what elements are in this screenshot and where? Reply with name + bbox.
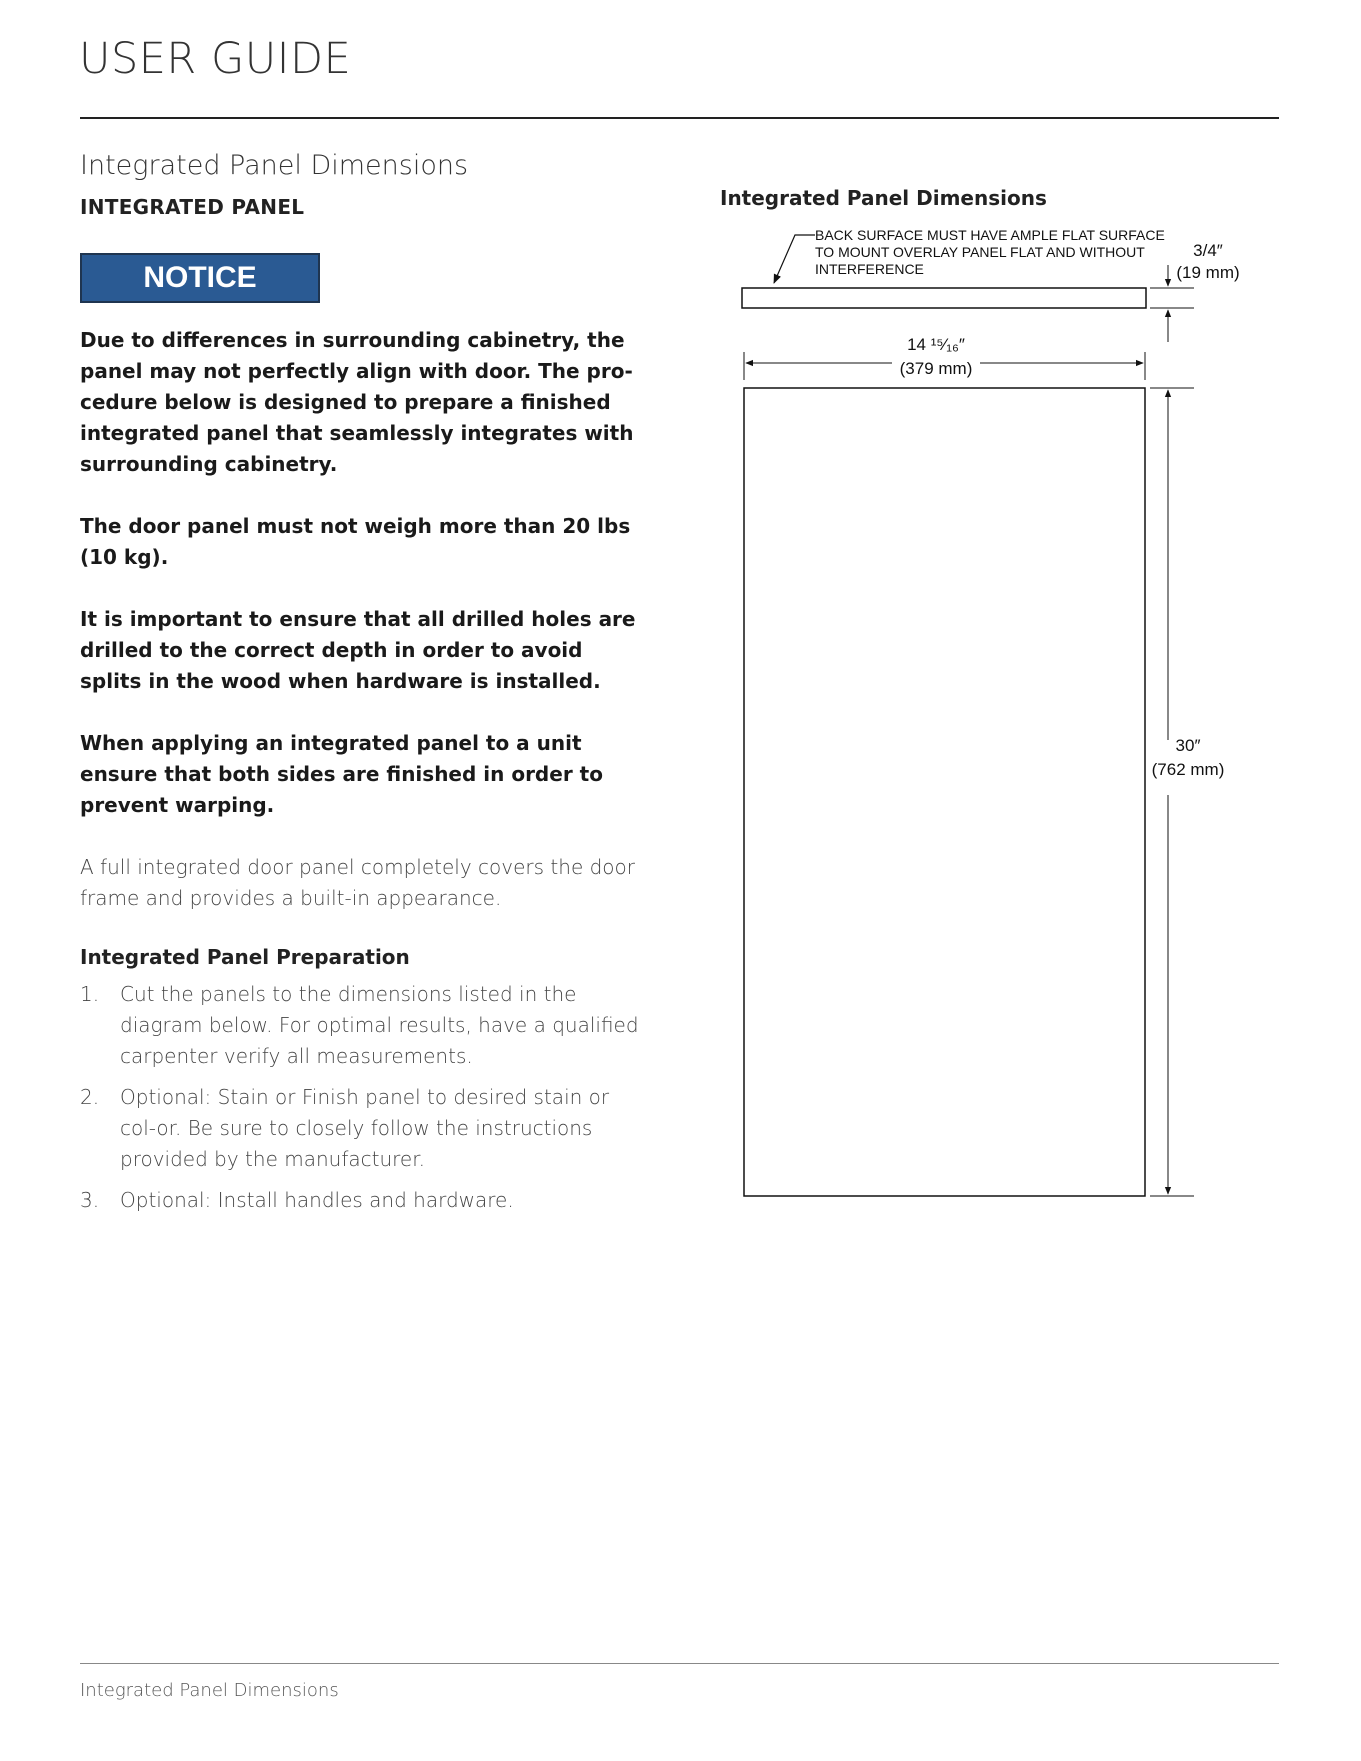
step-number: 2. xyxy=(80,1085,100,1109)
left-column xyxy=(80,150,640,1226)
step-text: Optional: Install handles and hardware. xyxy=(120,1188,514,1212)
notice-paragraph: It is important to ensure that all drilled holes are drilled to the correct depth in order to avoid splits in the wood when hardware is installed. xyxy=(80,607,636,693)
thickness-inches: 3/4″ xyxy=(1193,241,1223,260)
notice-badge: NOTICE xyxy=(80,253,320,303)
footer-rule xyxy=(80,1663,1279,1664)
list-item xyxy=(80,1082,640,1175)
step-text: Optional: Stain or Finish panel to desired stain or col-or. Be sure to closely follow the instructions provided by the manufacturer. xyxy=(120,1085,610,1171)
list-item xyxy=(80,979,640,1072)
section-title: Integrated Panel Dimensions xyxy=(80,150,469,181)
subheading: INTEGRATED PANEL xyxy=(80,195,305,219)
callout-line: BACK SURFACE MUST HAVE AMPLE FLAT SURFACE xyxy=(815,227,1165,243)
notice-paragraph: The door panel must not weigh more than 20 lbs (10 kg). xyxy=(80,514,631,569)
height-inches: 30″ xyxy=(1175,736,1201,755)
height-mm: (762 mm) xyxy=(1151,760,1225,779)
step-text: Cut the panels to the dimensions listed in the diagram below. For optimal results, have a qualified carpenter verify all measurements. xyxy=(120,982,639,1068)
step-number: 3. xyxy=(80,1188,100,1212)
step-number: 1. xyxy=(80,982,100,1006)
intro-paragraph: A full integrated door panel completely covers the door frame and provides a built-in appearance. xyxy=(80,855,635,910)
diagram-title: Integrated Panel Dimensions xyxy=(720,186,1047,210)
panel-face xyxy=(744,388,1145,1196)
callout-leader xyxy=(774,235,815,283)
callout-line: INTERFERENCE xyxy=(815,261,924,277)
list-item xyxy=(80,1185,640,1216)
page-title: USER GUIDE xyxy=(79,34,352,84)
notice-paragraph: Due to differences in surrounding cabinetry, the panel may not perfectly align with door. The pro-cedure below is designed to prepare a finished integrated panel that seamlessly integrates with surrounding cabinetry. xyxy=(80,328,634,476)
width-inches: 14 ¹⁵⁄₁₆″ xyxy=(907,335,965,354)
callout-text xyxy=(815,227,1169,277)
thickness-mm: (19 mm) xyxy=(1176,263,1240,282)
steps-list xyxy=(80,979,640,1216)
notice-paragraph: When applying an integrated panel to a unit ensure that both sides are finished in order to prevent warping. xyxy=(80,731,603,817)
preparation-heading: Integrated Panel Preparation xyxy=(80,945,410,969)
footer-text: Integrated Panel Dimensions xyxy=(80,1680,339,1701)
width-mm: (379 mm) xyxy=(899,359,973,378)
panel-dimensions-diagram xyxy=(700,220,1260,1220)
callout-line: TO MOUNT OVERLAY PANEL FLAT AND WITHOUT xyxy=(815,244,1145,260)
panel-edge xyxy=(742,288,1146,308)
header-rule xyxy=(80,117,1279,119)
